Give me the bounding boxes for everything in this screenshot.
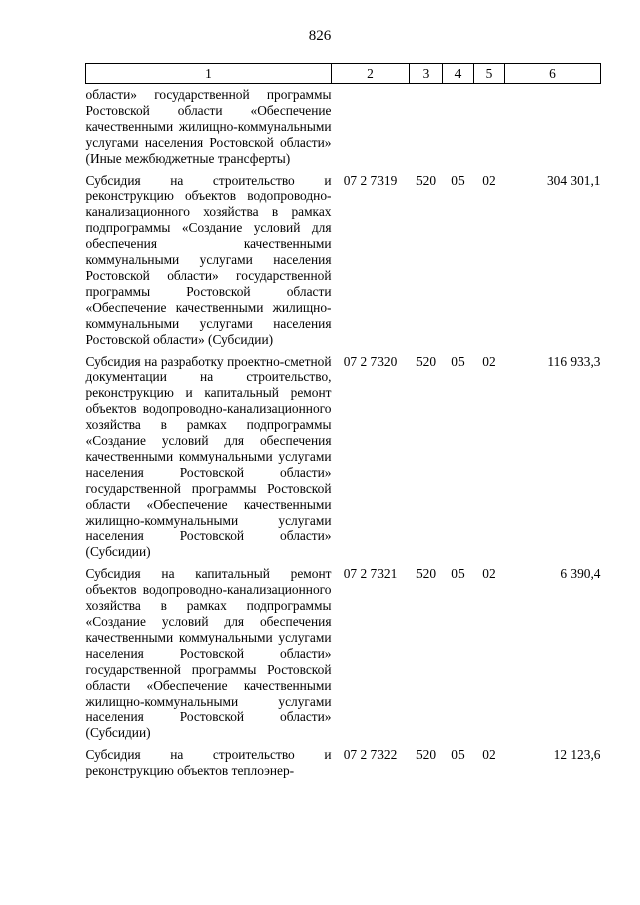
table-header-row bbox=[86, 64, 601, 84]
row-rz: 05 bbox=[451, 353, 465, 369]
table-row bbox=[86, 741, 601, 779]
row-rz: 05 bbox=[451, 747, 465, 763]
row-pr: 02 bbox=[482, 353, 496, 369]
column-header-6: 6 bbox=[505, 64, 601, 84]
row-vr bbox=[410, 84, 443, 167]
table-row bbox=[86, 167, 601, 348]
row-description: области» государственной программы Ростовской области «Обеспечение качественными жилищно-коммунальными услугами населения Ростовской области» (Иные межбюджетные трансферты) bbox=[85, 87, 332, 166]
row-code bbox=[332, 84, 410, 167]
budget-table bbox=[85, 63, 601, 779]
column-header-5: 5 bbox=[474, 64, 505, 84]
column-header-4: 4 bbox=[443, 64, 474, 84]
row-vr: 520 bbox=[415, 172, 437, 188]
row-code: 07 2 7321 bbox=[343, 566, 398, 582]
table-row bbox=[86, 348, 601, 561]
row-vr: 520 bbox=[415, 566, 437, 582]
row-vr: 520 bbox=[415, 353, 437, 369]
row-amount: 12 123,6 bbox=[553, 747, 601, 763]
row-amount: 6 390,4 bbox=[560, 566, 601, 582]
row-vr: 520 bbox=[415, 747, 437, 763]
row-amount: 116 933,3 bbox=[547, 353, 601, 369]
row-amount: 304 301,1 bbox=[546, 172, 601, 188]
page-number: 826 bbox=[308, 28, 332, 44]
row-code: 07 2 7320 bbox=[343, 353, 398, 369]
row-description: Субсидия на строительство и реконструкцию объектов водопроводно-канализационного хозяйства в рамках подпрограммы «Создание условий для обеспечения качественными коммунальными услугами населения Ростовской области» государственной программы Ростовской области «Обеспечение качественными жилищно-коммунальными услугами населения Ростовской области» (Субсидии) bbox=[85, 172, 332, 347]
row-pr: 02 bbox=[482, 566, 496, 582]
table-row bbox=[86, 84, 601, 167]
row-rz: 05 bbox=[451, 566, 465, 582]
row-code: 07 2 7319 bbox=[343, 172, 398, 188]
row-amount bbox=[505, 84, 601, 167]
row-description: Субсидия на разработку проектно-сметной документации на строительство, реконструкцию и капитальный ремонт объектов водопроводно-канализационного хозяйства в рамках подпрограммы «Создание условий для обеспечения качественными коммунальными услугами населения Ростовской области» государственной программы Ростовской области «Обеспечение качественными жилищно-коммунальными услугами населения Ростовской области» (Субсидии) bbox=[85, 353, 332, 560]
row-description: Субсидия на капитальный ремонт объектов водопроводно-канализационного хозяйства в рамках подпрограммы «Создание условий для обеспечения качественными коммунальными услугами населения Ростовской области» государственной программы Ростовской области «Обеспечение качественными жилищно-коммунальными услугами населения Ростовской области» (Субсидии) bbox=[85, 566, 332, 741]
table-row bbox=[86, 560, 601, 741]
row-pr: 02 bbox=[482, 747, 496, 763]
column-header-2: 2 bbox=[332, 64, 410, 84]
row-pr bbox=[474, 84, 505, 167]
column-header-1: 1 bbox=[86, 64, 332, 84]
row-rz bbox=[443, 84, 474, 167]
column-header-3: 3 bbox=[410, 64, 443, 84]
row-pr: 02 bbox=[482, 172, 496, 188]
row-rz: 05 bbox=[451, 172, 465, 188]
row-code: 07 2 7322 bbox=[343, 747, 398, 763]
row-description: Субсидия на строительство и реконструкцию объектов теплоэнер- bbox=[85, 747, 332, 779]
